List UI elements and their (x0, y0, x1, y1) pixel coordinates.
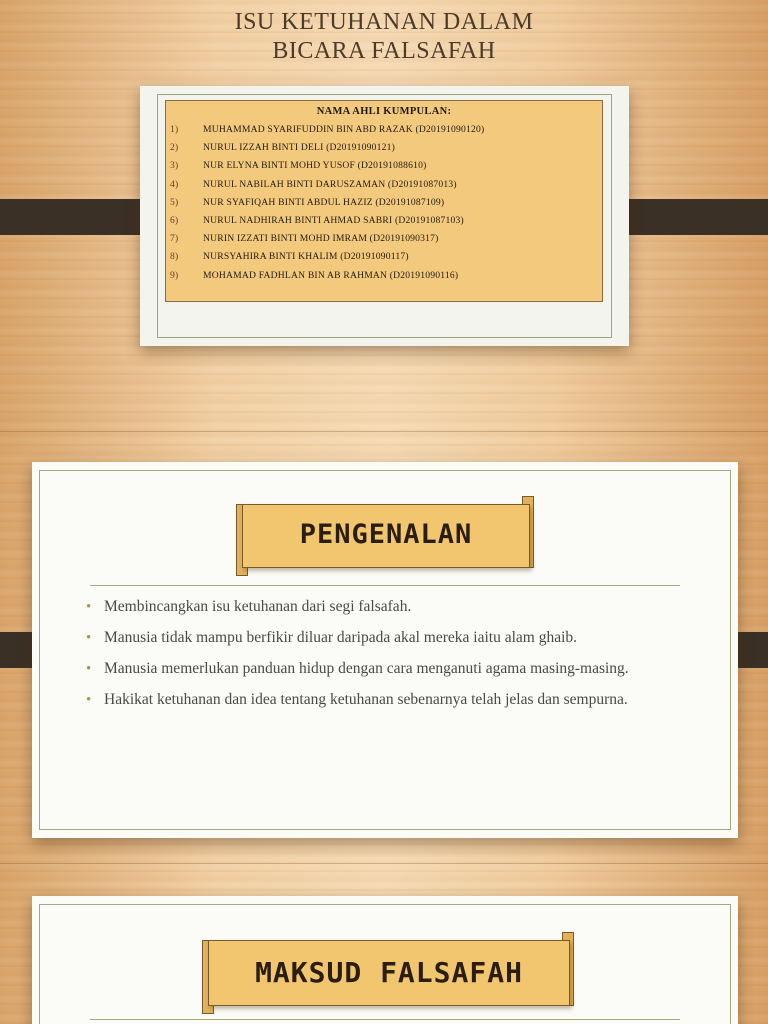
slide-pengenalan (0, 432, 768, 864)
content-panel (32, 462, 738, 838)
list-item: • Hakikat ketuhanan dan idea tentang ketuhanan sebenarnya telah jelas dan sempurna. (90, 688, 710, 712)
list-item: 8) NURSYAHIRA BINTI KHALIM (D20191090117) (170, 251, 409, 263)
right-dark-bar (612, 199, 768, 235)
section-heading: MAKSUD FALSAFAH (255, 956, 523, 989)
left-dark-bar (0, 199, 155, 235)
members-card (140, 86, 629, 346)
bullet-dot-icon: • (86, 692, 92, 708)
list-item: • Manusia memerlukan panduan hidup dengan cara menganuti agama masing-masing. (90, 657, 710, 681)
list-item: 3) NUR ELYNA BINTI MOHD YUSOF (D20191088610) (170, 160, 427, 172)
list-item: 7) NURIN IZZATI BINTI MOHD IMRAM (D20191090317) (170, 233, 439, 245)
bullet-dot-icon: • (86, 599, 92, 615)
heading-scroll (242, 504, 530, 568)
members-heading: NAMA AHLI KUMPULAN: (316, 106, 452, 117)
heading-scroll (208, 940, 570, 1006)
title-line-1: ISU KETUHANAN DALAM (234, 9, 534, 35)
list-item: 5) NUR SYAFIQAH BINTI ABDUL HAZIZ (D20191087109) (170, 196, 445, 208)
list-item: • Manusia tidak mampu berfikir diluar daripada akal mereka iaitu alam ghaib. (90, 626, 710, 650)
bullet-dot-icon: • (86, 661, 92, 677)
heading-rule (90, 1019, 680, 1020)
members-list (166, 121, 602, 285)
list-item: 6) NURUL NADHIRAH BINTI AHMAD SABRI (D20191087103) (170, 215, 464, 227)
section-heading: PENGENALAN (299, 519, 473, 550)
bullet-list (86, 595, 710, 719)
slide-title (0, 0, 768, 432)
heading-rule (90, 585, 680, 586)
list-item: • Membincangkan isu ketuhanan dari segi falsafah. (90, 595, 710, 619)
slide-title-text (0, 8, 768, 66)
members-box (165, 100, 603, 302)
list-item: 9) MOHAMAD FADHLAN BIN AB RAHMAN (D20191090116) (170, 269, 459, 281)
slide-maksud-falsafah (0, 864, 768, 1024)
list-item: 4) NURUL NABILAH BINTI DARUSZAMAN (D20191087013) (170, 178, 457, 190)
bullet-dot-icon: • (86, 630, 92, 646)
content-panel (32, 896, 738, 1024)
title-line-2: BICARA FALSAFAH (272, 38, 496, 64)
list-item: 1) MUHAMMAD SYARIFUDDIN BIN ABD RAZAK (D20191090120) (170, 124, 485, 135)
list-item: 2) NURUL IZZAH BINTI DELI (D20191090121) (170, 142, 395, 154)
